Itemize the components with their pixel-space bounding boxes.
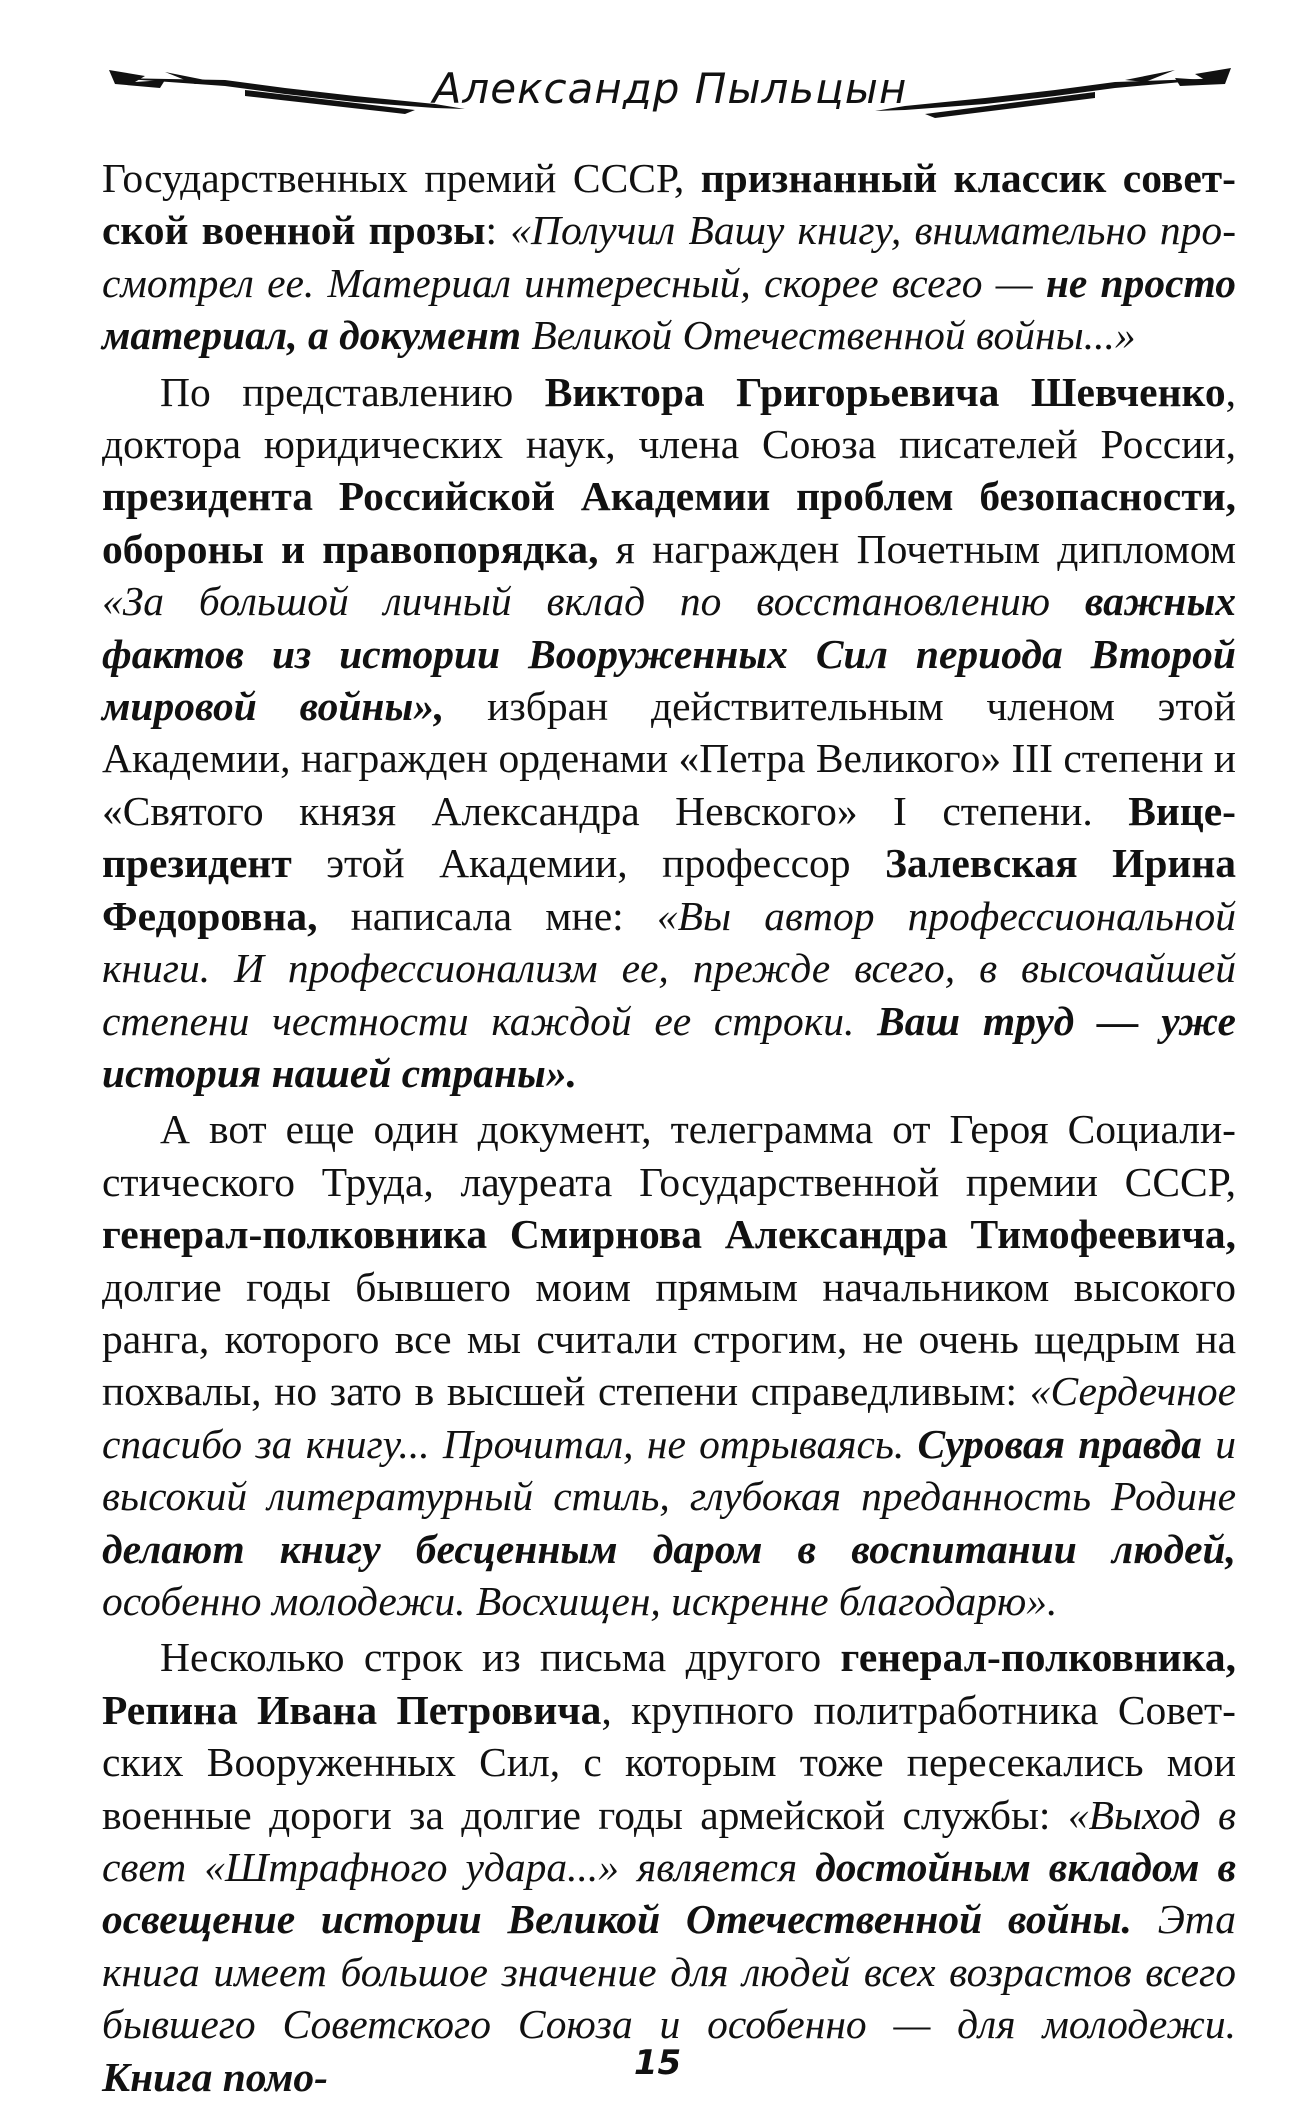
text-run: :	[485, 207, 511, 254]
text-run: «Вы автор профессиональной книги. И профессионализм ее, прежде всего, в высочайшей степени честности каждой ее строки.	[102, 892, 1236, 1044]
text-run: и высокий литературный стиль, глубокая преданность Родине	[102, 1420, 1236, 1520]
text-run: Суровая правда	[917, 1420, 1202, 1467]
text-run: , доктора юридических наук, члена Союза писателей России,	[102, 368, 1236, 468]
paragraph	[102, 152, 1236, 362]
text-run: Государственных премий СССР,	[102, 155, 701, 201]
body-text	[102, 152, 1236, 2103]
text-run: «Выход в свет «Штрафного удара...» является	[102, 1791, 1236, 1890]
page-number: 15	[633, 2043, 682, 2083]
text-run: «Сердечное спасибо за книгу... Прочитал, не отрываясь.	[102, 1368, 1236, 1467]
text-run: не просто материал, а документ	[102, 259, 1236, 359]
text-run: я награжден Почетным дипломом	[598, 525, 1236, 572]
text-run: Великой Отечественной войны...»	[521, 312, 1136, 359]
text-run: По представлению	[160, 368, 545, 415]
text-run: избран действительным членом этой Академии, награжден орденами «Петра Великого» III степени и «Святого князя Александра Невского» I степени.	[102, 683, 1236, 834]
text-run: Ваш труд — уже история нашей страны».	[102, 997, 1236, 1096]
running-header	[105, 58, 1235, 138]
paragraph	[102, 1103, 1236, 1627]
text-run: долгие годы бывшего моим прямым начальником высокого ранга, которого все мы считали строгим, не очень щедрым на похвалы, но зато в высшей степени справедливым:	[102, 1263, 1236, 1415]
paragraph	[102, 1631, 1236, 2103]
text-run: «Получил Вашу книгу, внимательно просмотрел ее. Материал интересный, скорее всего —	[102, 207, 1237, 306]
text-run: Вице-президент	[102, 787, 1236, 887]
text-run: написала мне:	[317, 892, 657, 939]
text-run: достойным вкладом в освещение истории Великой Отечественной войны.	[102, 1844, 1236, 1943]
text-run: Залевская Ирина Федоровна,	[102, 840, 1236, 939]
text-run: генерал-полковника, Репина Ивана Петровича	[102, 1634, 1236, 1733]
text-run: президента Российской Академии проблем безопасности, обороны и правопорядка,	[102, 473, 1236, 572]
text-run: Книга помо-	[102, 2053, 328, 2100]
text-run: , крупного политработника Советских Вооруженных Сил, с которым тоже пересекались мои военные дороги за долгие годы армейской службы:	[102, 1686, 1236, 1838]
text-run: Эта книга имеет большое значение для людей всех возрастов всего бывшего Советского Союза и особенно — для молодежи.	[102, 1896, 1237, 2048]
text-run: делают книгу бесценным даром в воспитании людей,	[102, 1525, 1236, 1572]
text-run: А вот еще один документ, телеграмма от Героя Социалистического Труда, лауреата Государственной премии СССР,	[102, 1106, 1236, 1205]
text-run: признанный классик советской военной прозы	[102, 155, 1236, 254]
text-run: Виктора Григорьевича Шевченко	[544, 368, 1226, 415]
text-run: особенно молодежи. Восхищен, искренне благодарю».	[102, 1577, 1058, 1624]
text-run: важных фактов из истории Вооруженных Сил периода Второй мировой войны»,	[102, 578, 1236, 730]
text-run: генерал-полковника Смирнова Александра Тимофеевича,	[102, 1211, 1236, 1258]
text-run: этой Академии, профессор	[291, 840, 886, 887]
paragraph	[102, 366, 1236, 1100]
text-run: Несколько строк из письма другого	[160, 1634, 841, 1681]
text-run: «За большой личный вклад по восстановлению	[102, 578, 1085, 625]
header-author-name: Александр Пыльцын	[432, 64, 908, 113]
